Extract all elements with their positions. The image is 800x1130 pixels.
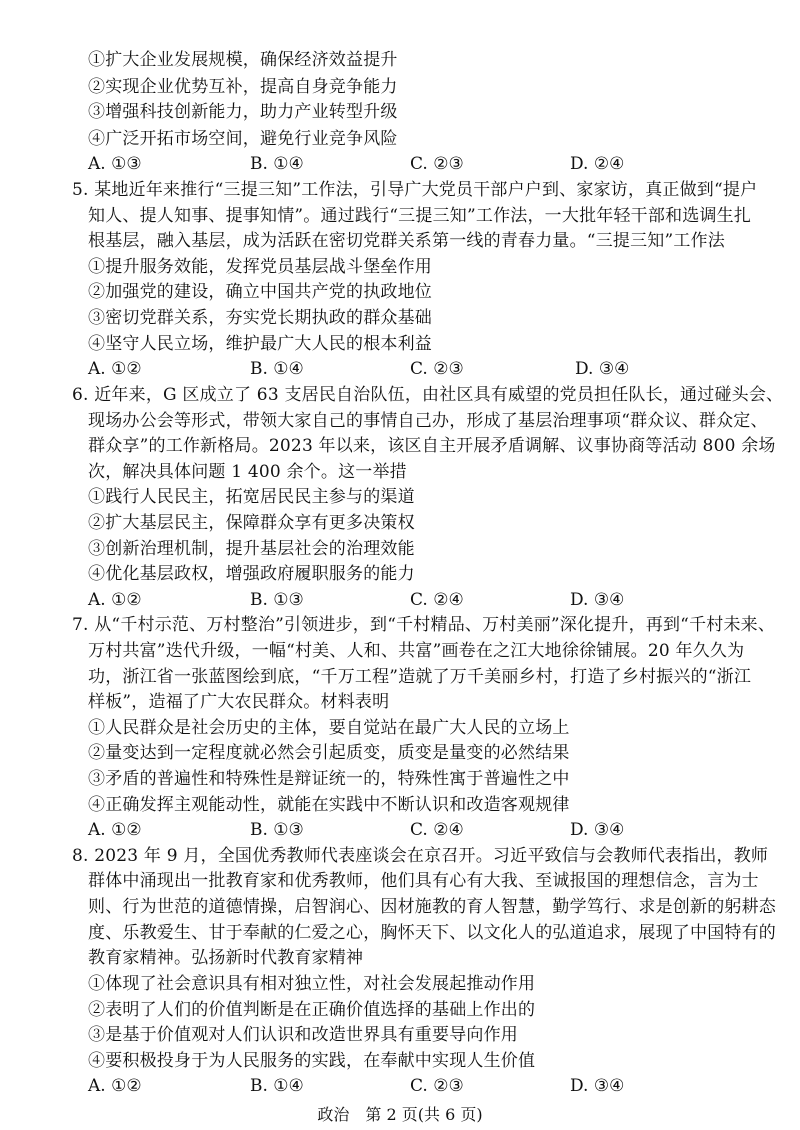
q6-stem-line: 群众享”的工作新格局。2023 年以来，该区自主开展矛盾调解、议事协商等活动 800 余场 <box>88 436 776 457</box>
q8-stem-line: 8. 2023 年 9 月，全国优秀教师代表座谈会在京召开。习近平致信与会教师代表指出，教师 <box>72 845 769 866</box>
q6-statement-1: ①践行人民民主，拓宽居民民主参与的渠道 <box>88 487 415 508</box>
q4-statement-4: ④广泛开拓市场空间，避免行业竞争风险 <box>88 128 398 149</box>
q5-option-a: A. ①② <box>88 359 142 380</box>
q7-option-c: C. ②④ <box>410 820 464 841</box>
q7-statement-2: ②量变达到一定程度就必然会引起质变，质变是量变的必然结果 <box>88 743 570 764</box>
q5-stem-line: 知人、提人知事、提事知情”。通过践行“三提三知”工作法，一大批年轻干部和选调生扎 <box>88 205 752 226</box>
q5-statement-3: ③密切党群关系，夯实党长期执政的群众基础 <box>88 308 432 329</box>
q5-option-b: B. ①④ <box>250 359 304 380</box>
q5-option-c: C. ②③ <box>410 359 464 380</box>
q5-option-d: D. ③④ <box>575 359 630 380</box>
q5-statement-4: ④坚守人民立场，维护最广大人民的根本利益 <box>88 333 432 354</box>
q6-statement-2: ②扩大基层民主，保障群众享有更多决策权 <box>88 512 415 533</box>
q7-option-b: B. ①③ <box>250 820 304 841</box>
q6-option-d: D. ③④ <box>570 589 625 610</box>
q6-option-b: B. ①③ <box>250 589 304 610</box>
q8-statement-4: ④要积极投身于为人民服务的实践，在奉献中实现人生价值 <box>88 1050 536 1071</box>
q4-option-d: D. ②④ <box>570 154 625 175</box>
q7-stem-line: 功，浙江省一张蓝图绘到底，“千万工程”造就了万千美丽乡村，打造了乡村振兴的“浙江 <box>88 666 752 687</box>
q4-option-b: B. ①④ <box>250 154 304 175</box>
q4-option-c: C. ②③ <box>410 154 464 175</box>
q5-stem-line: 5. 某地近年来推行“三提三知”工作法，引导广大党员干部户户到、家家访，真正做到“提户 <box>72 180 758 201</box>
q7-option-a: A. ①② <box>88 820 142 841</box>
q4-option-a: A. ①③ <box>88 154 142 175</box>
q8-stem-line: 度、乐教爱生、甘于奉献的仁爱之心，胸怀天下、以文化人的弘道追求，展现了中国特有的 <box>88 922 776 943</box>
q7-statement-3: ③矛盾的普遍性和特殊性是辩证统一的，特殊性寓于普遍性之中 <box>88 769 570 790</box>
q4-statement-2: ②实现企业优势互补，提高自身竞争能力 <box>88 76 398 97</box>
q8-option-a: A. ①② <box>88 1076 142 1097</box>
q8-stem-line: 则、行为世范的道德情操，启智润心、因材施教的育人智慧，勤学笃行、求是创新的躬耕态 <box>88 897 776 918</box>
q7-stem-line: 7. 从“千村示范、万村整治”引领进步，到“千村精品、万村美丽”深化提升，再到“千村未来、 <box>72 615 776 636</box>
q6-statement-4: ④优化基层政权，增强政府履职服务的能力 <box>88 564 415 585</box>
q8-stem-line: 群体中涌现出一批教育家和优秀教师，他们具有心有大我、至诚报国的理想信念，言为士 <box>88 871 759 892</box>
q8-statement-3: ③是基于价值观对人们认识和改造世界具有重要导向作用 <box>88 1025 518 1046</box>
q8-statement-2: ②表明了人们的价值判断是在正确价值选择的基础上作出的 <box>88 999 536 1020</box>
q5-stem-line: 根基层，融入基层，成为活跃在密切党群关系第一线的青春力量。“三提三知”工作法 <box>88 231 725 252</box>
q8-statement-1: ①体现了社会意识具有相对独立性，对社会发展起推动作用 <box>88 973 536 994</box>
page-footer: 政治 第 2 页(共 6 页) <box>317 1105 483 1124</box>
q6-option-a: A. ①② <box>88 589 142 610</box>
q6-option-c: C. ②④ <box>410 589 464 610</box>
q7-stem-line: 样板”，造福了广大农民群众。材料表明 <box>88 692 390 713</box>
q7-stem-line: 万村共富”迭代升级，一幅“村美、人和、共富”画卷在之江大地徐徐铺展。20 年久久为 <box>88 641 745 661</box>
q8-stem-line: 教育家精神。弘扬新时代教育家精神 <box>88 948 364 969</box>
q8-option-d: D. ③④ <box>570 1076 625 1097</box>
q6-statement-3: ③创新治理机制，提升基层社会的治理效能 <box>88 538 415 559</box>
q7-statement-4: ④正确发挥主观能动性，就能在实践中不断认识和改造客观规律 <box>88 794 570 815</box>
q4-statement-3: ③增强科技创新能力，助力产业转型升级 <box>88 102 398 123</box>
q8-option-b: B. ①④ <box>250 1076 304 1097</box>
q7-option-d: D. ③④ <box>570 820 625 841</box>
q4-statement-1: ①扩大企业发展规模，确保经济效益提升 <box>88 50 398 70</box>
q6-stem-line: 现场办公会等形式，带领大家自己的事情自己办，形成了基层治理事项“群众议、群众定、 <box>88 410 768 431</box>
q7-statement-1: ①人民群众是社会历史的主体，要自觉站在最广大人民的立场上 <box>88 717 570 738</box>
q5-statement-1: ①提升服务效能，发挥党员基层战斗堡垒作用 <box>88 256 432 277</box>
q6-stem-line: 6. 近年来，G 区成立了 63 支居民自治队伍，由社区具有威望的党员担任队长，通过碰头会、 <box>72 384 784 405</box>
q5-statement-2: ②加强党的建设，确立中国共产党的执政地位 <box>88 282 432 303</box>
q8-option-c: C. ②③ <box>410 1076 464 1097</box>
q6-stem-line: 次，解决具体问题 1 400 余个。这一举措 <box>88 461 407 482</box>
